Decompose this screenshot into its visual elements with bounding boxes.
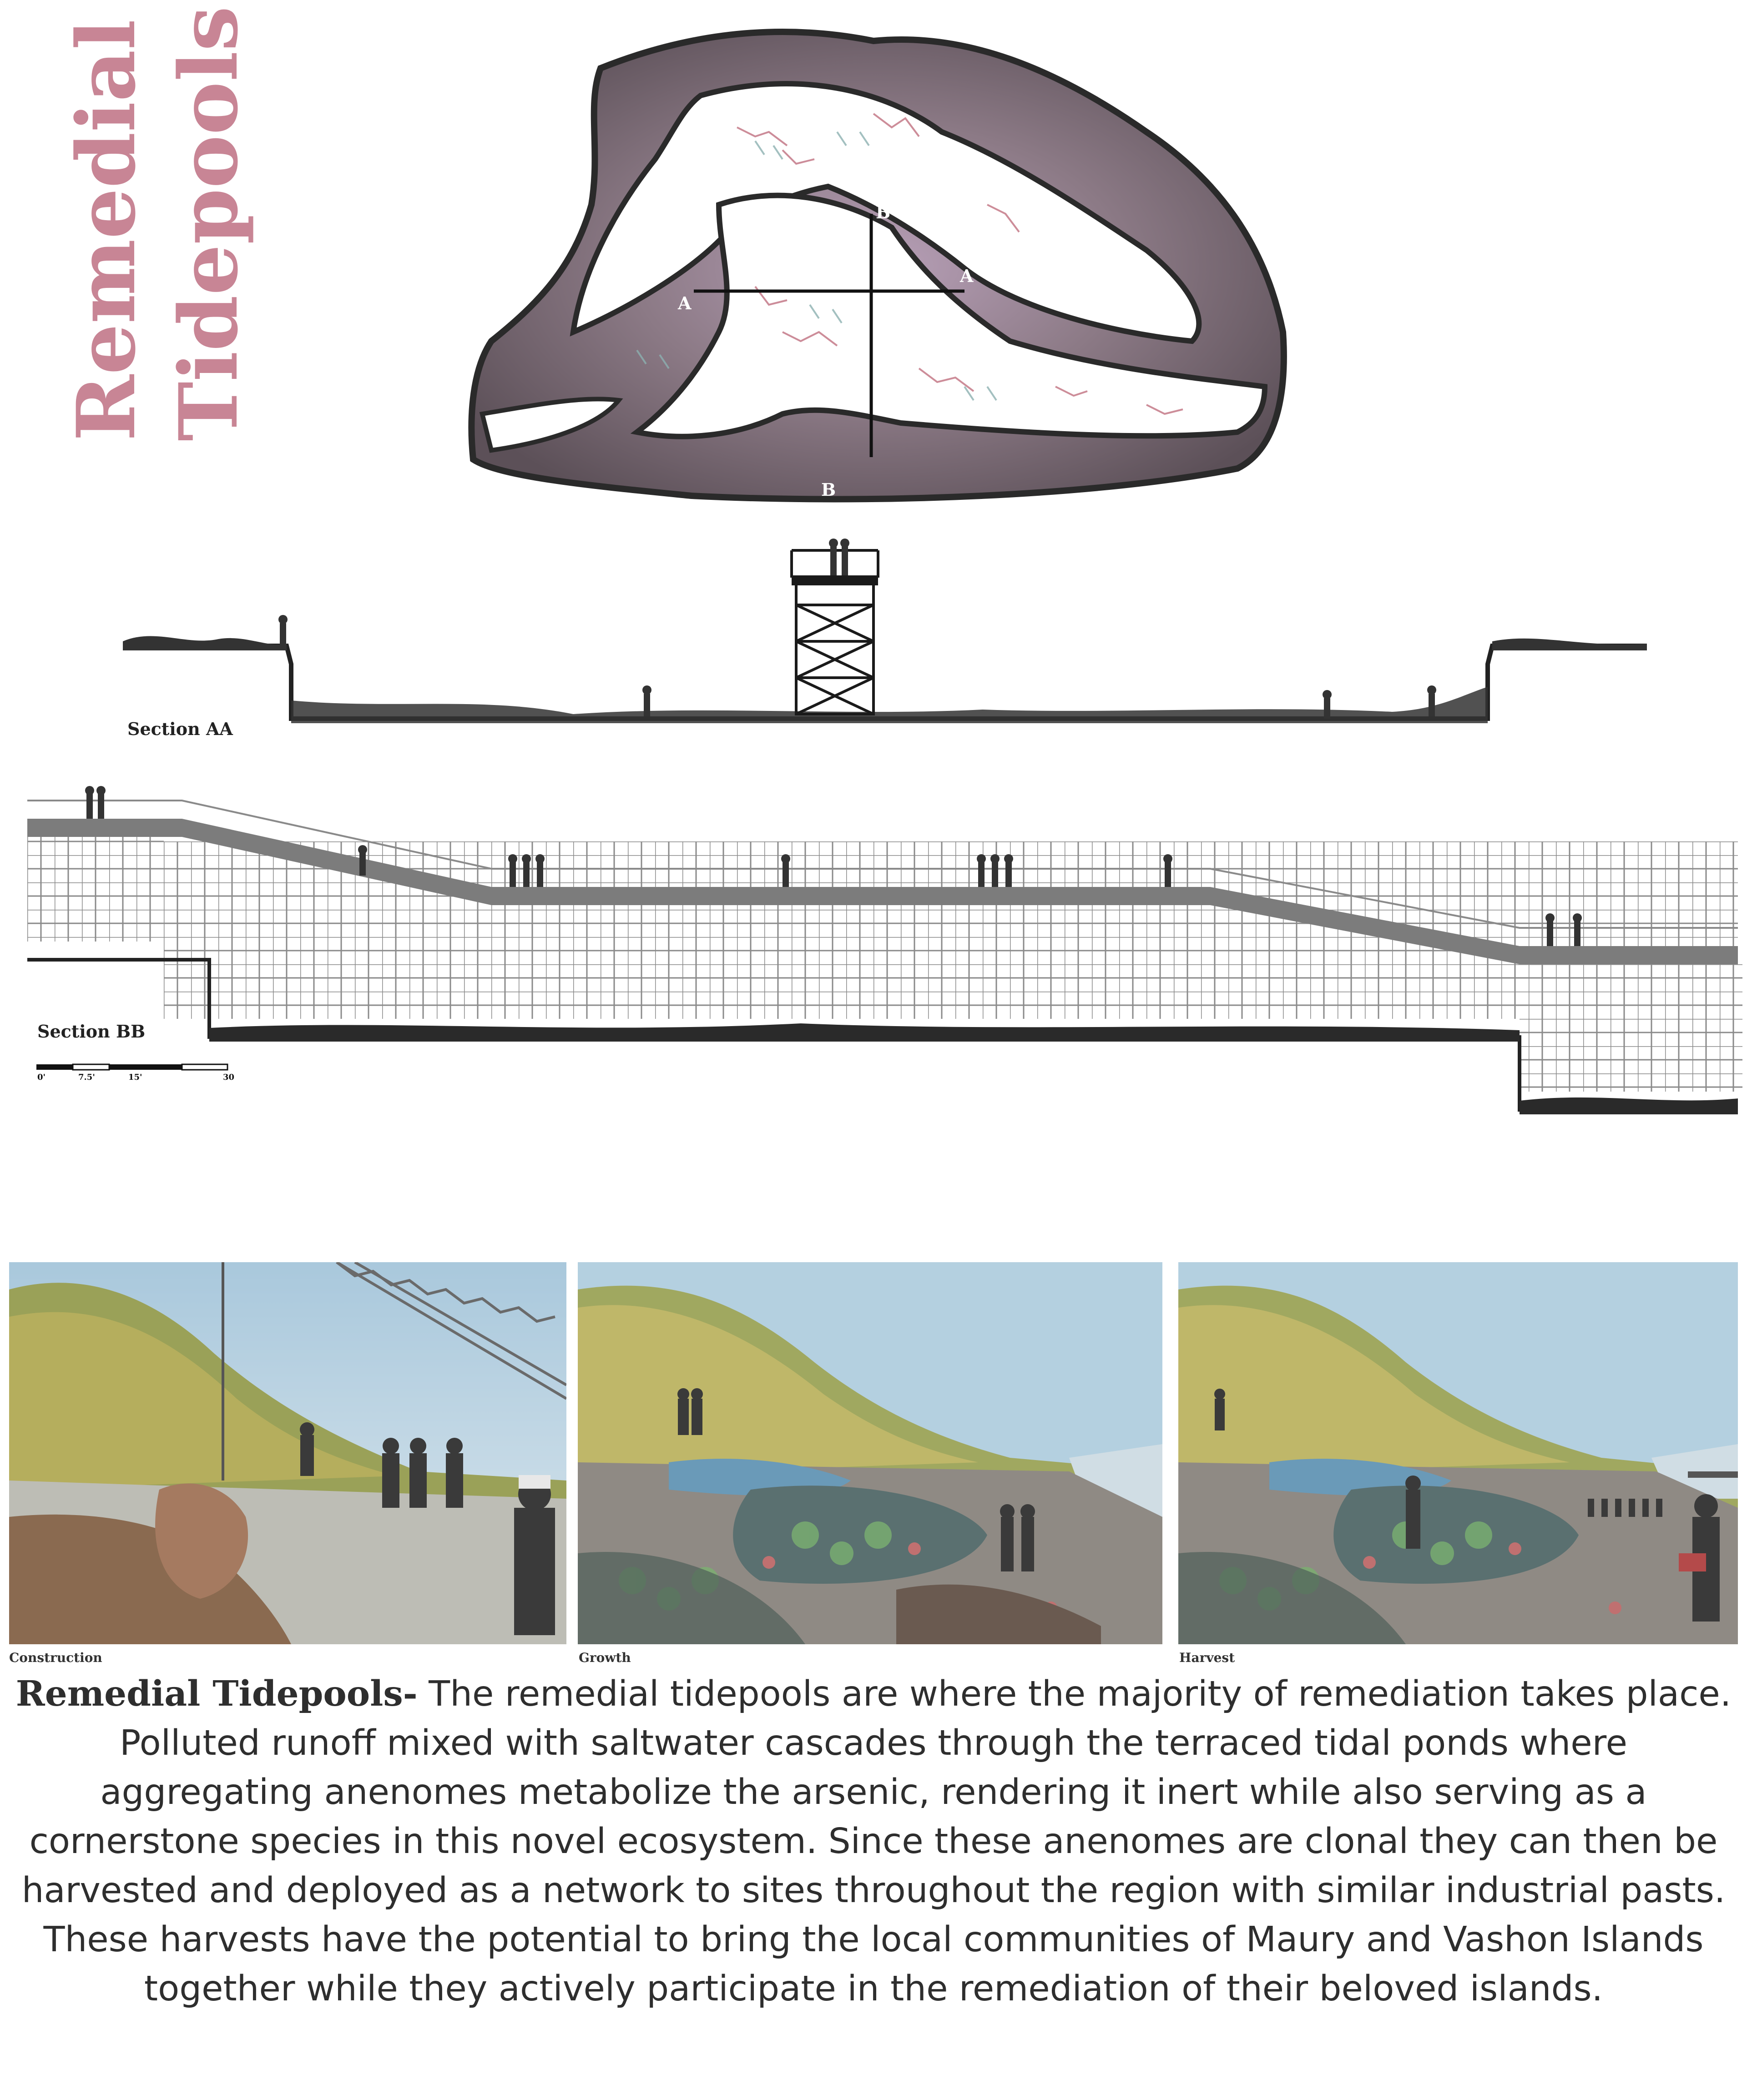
scale-bar — [36, 1064, 227, 1070]
description-paragraph — [9, 1669, 1738, 2014]
plan-marker-a-left: A — [678, 293, 692, 313]
scale-label-15: 15' — [128, 1073, 142, 1082]
caption-growth: Growth — [579, 1650, 631, 1665]
scale-label-0: 0' — [37, 1073, 46, 1082]
section-bb-label: Section BB — [37, 1021, 146, 1042]
section-aa-label: Section AA — [127, 719, 233, 739]
plan-marker-a-right: A — [960, 266, 974, 286]
scale-label-30: 30 — [223, 1073, 235, 1082]
photo-growth — [578, 1262, 1162, 1644]
plan-marker-b-top: B — [876, 202, 891, 222]
title-block — [59, 6, 256, 441]
caption-construction: Construction — [9, 1650, 102, 1665]
site-plan — [464, 14, 1292, 514]
title-line-2: Tidepools — [162, 6, 256, 441]
plan-marker-b-bottom: B — [821, 479, 836, 500]
section-bb-drawing — [27, 773, 1742, 1119]
scale-label-7-5: 7.5' — [78, 1073, 95, 1082]
title-line-1: Remedial — [59, 19, 153, 441]
description-body: The remedial tidepools are where the majority of remediation takes place. Polluted runoff mixed with saltwater cascades through the terraced tidal ponds where aggregating anenomes metabolize the arsenic, rendering it inert while also serving as a cornerstone species in this novel ecosystem. Since these anenomes are clonal they can then be harvested and deployed as a network to sites throughout the region with similar industrial pasts. These harvests have the potential to bring the local communities of Maury and Vashon Islands together while they actively participate in the remediation of their beloved islands. — [21, 1674, 1732, 2009]
description-lead: Remedial Tidepools- — [15, 1673, 418, 1714]
section-aa-drawing — [118, 537, 1651, 750]
caption-harvest: Harvest — [1179, 1650, 1235, 1665]
photo-construction — [9, 1262, 566, 1644]
photo-harvest — [1178, 1262, 1738, 1644]
